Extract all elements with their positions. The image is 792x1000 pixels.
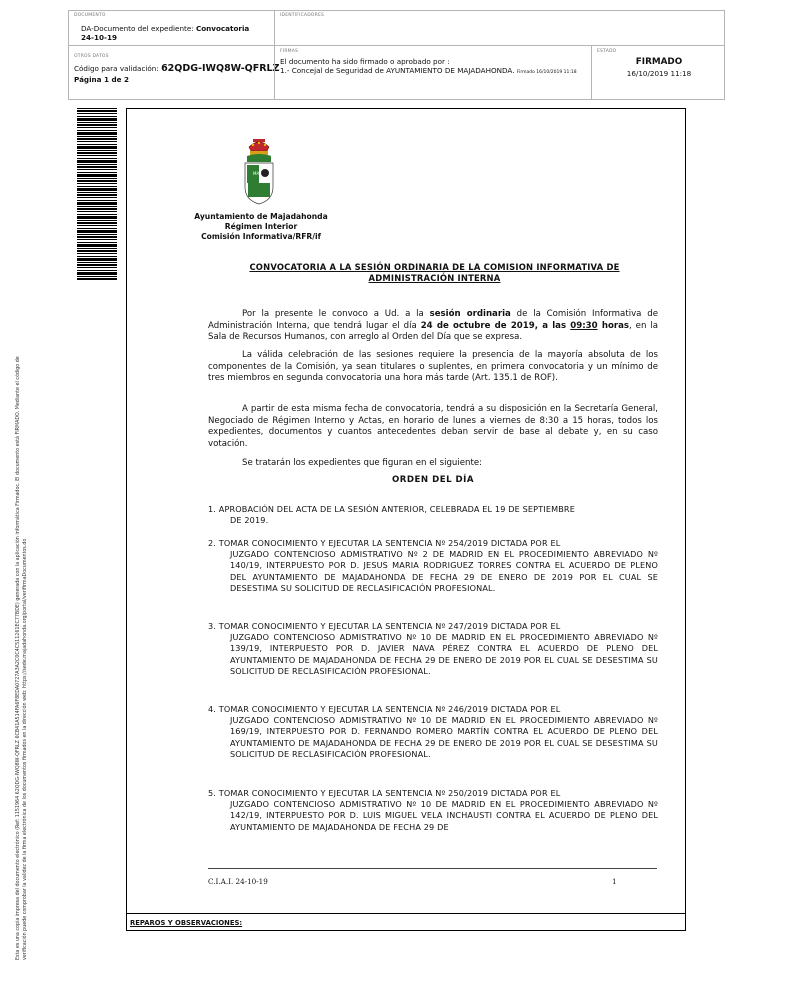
org-name: Ayuntamiento de Majadahonda	[194, 212, 328, 221]
agenda-item: 4. TOMAR CONOCIMIENTO Y EJECUTAR LA SENTENCIA Nº 246/2019 DICTADA POR EL JUZGADO CONTENCIOSO ADMISTRATIVO Nº 10 DE MADRID EN EL PROCEDIMIENTO ABREVIADO Nº 169/19, INTERPUESTO POR D. FERNANDO ROMERO MARTÍN CONTRA EL ACUERDO DE PLENO DEL AYUNTAMIENTO DE MAJADAHONDA DE FECHA 29 DE ENERO DE 2019 POR EL CUAL SE DESESTIMA SU SOLICITUD DE RECLASIFICACIÓN PROFESIONAL.	[208, 704, 658, 759]
estado-label: ESTADO	[597, 49, 617, 54]
org-department: Régimen Interior	[224, 222, 298, 231]
header-firmas-box	[274, 45, 592, 100]
paragraph-quorum: La válida celebración de las sesiones requiere la presencia de la mayoría absoluta de los componentes de la Comisión, ya sean titulares o suplentes, en primera convocatoria y un mínimo de tres miembros en segunda convocatoria una hora más tarde (Art. 135.1 de ROF).	[208, 350, 658, 383]
documento-date: 24-10-19	[81, 33, 117, 42]
side-verification-text	[16, 290, 29, 960]
document-title-line1: CONVOCATORIA A LA SESIÓN ORDINARIA DE LA COMISION INFORMATIVA DE	[249, 262, 620, 272]
otros-label: OTROS DATOS	[74, 54, 109, 59]
document-title-line2: ADMINISTRACIÓN INTERNA	[368, 273, 501, 283]
pagina-indicator: Página 1 de 2	[74, 75, 130, 84]
agenda-item: 1. APROBACIÓN DEL ACTA DE LA SESIÓN ANTERIOR, CELEBRADA EL 19 DE SEPTIEMBRE DE 2019.	[208, 504, 575, 526]
firmas-label: FIRMAS	[280, 49, 299, 54]
footer-rule	[208, 868, 657, 869]
firmas-line2: 1.- Concejal de Seguridad de AYUNTAMIENTO DE MAJADAHONDA. Firmado 16/10/2019 11:18	[280, 66, 577, 75]
estado-fecha: 16/10/2019 11:18	[626, 69, 692, 78]
paragraph-convocatoria: Por la presente le convoco a Ud. a la sesión ordinaria de la Comisión Informativa de Administración Interna, que tendrá lugar el día 24 de octubre de 2019, a las 09:30 horas, en la Sala de Recursos Humanos, con arreglo al Orden del Día que se expresa.	[208, 309, 658, 342]
paragraph-documentacion: A partir de esta misma fecha de convocatoria, tendrá a su disposición en la Secretaría General, Negociado de Régimen Interno y Actas, en horario de lunes a viernes de 8:30 a 15 horas, todos los expedientes, documentos y cuantos antecedentes deban servir de base al debate y, en su caso votación.	[208, 404, 658, 449]
side-text-line2: verificación puede comprobar la validez de la firma electrónica de los documentos firmados en la dirección web: https://sede.majadahonda.org/portal/verifirmaDocumentos.do	[22, 538, 28, 960]
crest-lettering: MA	[253, 171, 260, 176]
codigo-validacion: Código para validación: 62QDG-IWQ8W-QFRLZ	[74, 63, 280, 74]
side-text-line1: Esta es una copia impresa del documento electrónico (Ref: 1151964 62QDG-IWQ8W-QFRLZ 6CB41A514FA6F8EDA0727A3A2C0C4C511261EC77BDE) generada con la aplicación informática Firmadoc. El documento está FIRMADO. Mediante el código de	[16, 356, 21, 960]
reparos-label: REPAROS Y OBSERVACIONES:	[130, 919, 243, 927]
paragraph-intro-orden: Se tratarán los expedientes que figuran en el siguiente:	[242, 458, 483, 468]
documento-label: DOCUMENTO	[74, 13, 106, 18]
documento-name: DA-Documento del expediente: Convocatoria	[81, 24, 250, 33]
agenda-item: 2. TOMAR CONOCIMIENTO Y EJECUTAR LA SENTENCIA Nº 254/2019 DICTADA POR EL JUZGADO CONTENCIOSO ADMISTRATIVO Nº 2 DE MADRID EN EL PROCEDIMIENTO ABREVIADO Nº 140/19, INTERPUESTO POR D. JESUS MARIA RODRIGUEZ TORRES CONTRA EL ACUERDO DE PLENO DEL AYUNTAMIENTO DE MAJADAHONDA DE FECHA 29 DE ENERO DE 2019 POR EL CUAL SE DESESTIMA SU SOLICITUD DE RECLASIFICACIÓN PROFESIONAL.	[208, 538, 658, 593]
header-identificadores-box	[274, 10, 725, 46]
page-number: 1	[612, 877, 617, 886]
org-reference: Comisión Informativa/RFR/if	[201, 232, 321, 241]
header-documento-box	[68, 10, 275, 46]
firmas-line1: El documento ha sido firmado o aprobado por :	[280, 57, 450, 66]
agenda-item: 3. TOMAR CONOCIMIENTO Y EJECUTAR LA SENTENCIA Nº 247/2019 DICTADA POR EL JUZGADO CONTENCIOSO ADMISTRATIVO Nº 10 DE MADRID EN EL PROCEDIMIENTO ABREVIADO Nº 139/19, INTERPUESTO POR D. JAVIER NAVA PÉREZ CONTRA EL ACUERDO DE PLENO DEL AYUNTAMIENTO DE MAJADAHONDA DE FECHA 29 DE ENERO DE 2019 POR EL CUAL SE DESESTIMA SU SOLICITUD DE RECLASIFICACIÓN PROFESIONAL.	[208, 621, 658, 676]
footer-reference: C.I.A.I. 24-10-19	[208, 877, 268, 886]
barcode	[77, 108, 117, 280]
identificadores-label: IDENTIFICADORES	[280, 13, 325, 18]
orden-del-dia-heading: ORDEN DEL DÍA	[391, 475, 475, 485]
agenda-item: 5. TOMAR CONOCIMIENTO Y EJECUTAR LA SENTENCIA Nº 250/2019 DICTADA POR EL JUZGADO CONTENCIOSO ADMISTRATIVO Nº 10 DE MADRID EN EL PROCEDIMIENTO ABREVIADO Nº 142/19, INTERPUESTO POR D. LUIS MIGUEL VELA INCHAUSTI CONTRA EL ACUERDO DE PLENO DEL AYUNTAMIENTO DE MAJADAHONDA DE FECHA 29 DE	[208, 788, 658, 832]
estado-value: FIRMADO	[635, 57, 683, 67]
header-otros-box	[68, 45, 280, 100]
coat-of-arms-logo	[242, 137, 276, 207]
header-estado-box	[591, 45, 725, 100]
